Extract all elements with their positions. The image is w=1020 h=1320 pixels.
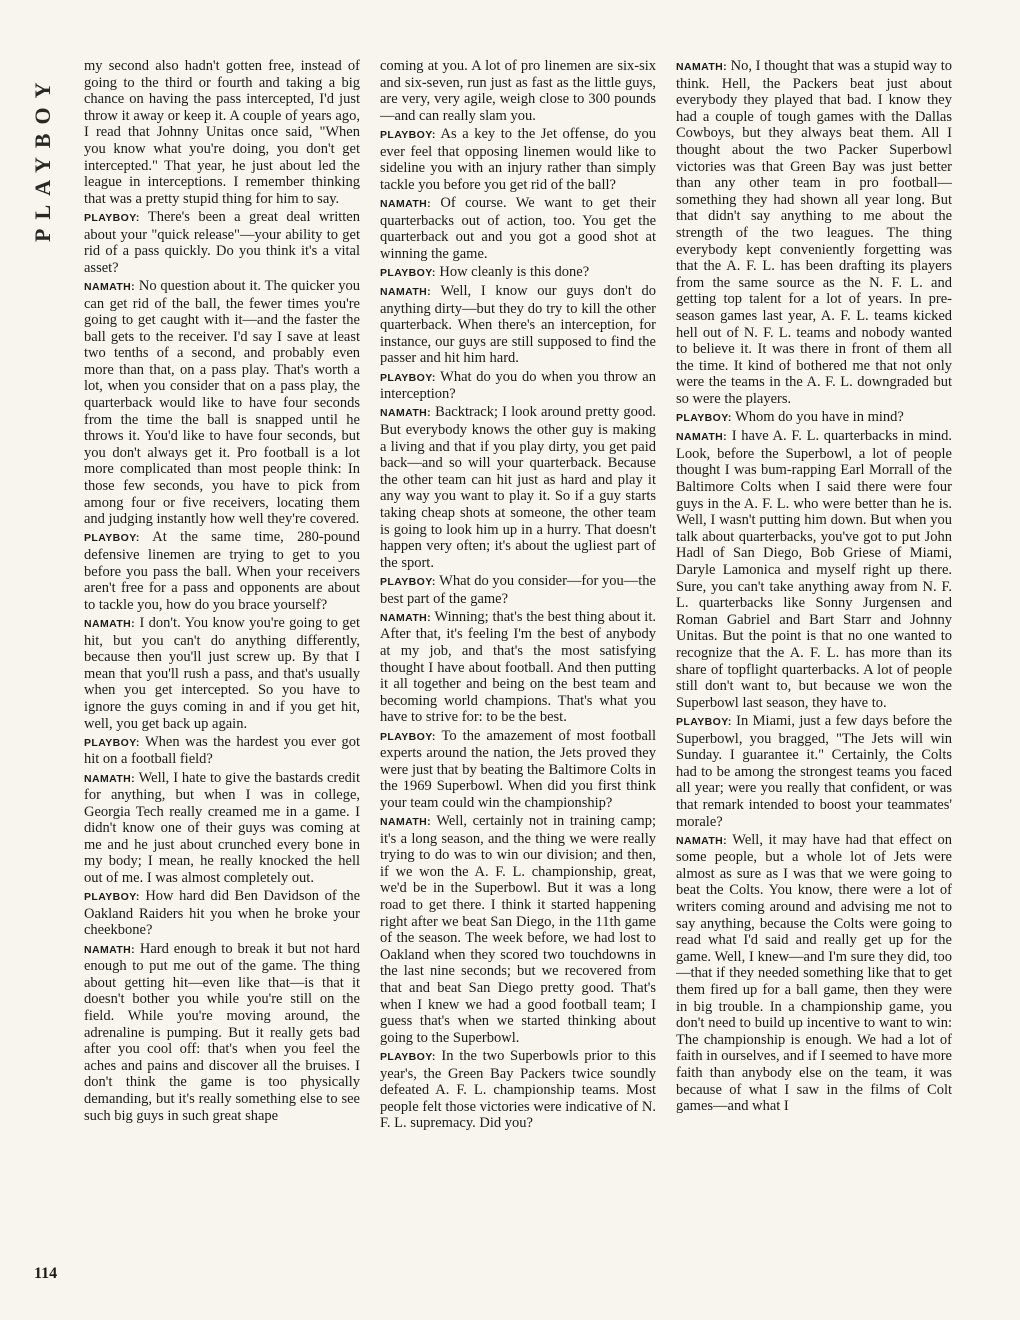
paragraph-text: Well, I know our guys don't do anything dirty—but they do try to kill the other quarterback. When there's an interception, for instance, our guys are still supposed to find the passer and hit him hard. (380, 283, 656, 367)
answer-paragraph (84, 941, 360, 1125)
answer-paragraph (84, 615, 360, 732)
answer-paragraph (84, 278, 360, 528)
paragraph-text: Well, certainly not in training camp; it's a long season, and the thing we were really trying to do was to win our division; and then, if we won the A. F. L. championship, great, we'd be in the Superbowl. But it was a long road to get there. I think it started happening right after we beat San Diego, in the 11th game of the season. The week before, we had lost to Oakland when they scored two touchdowns in the last nine seconds; but we recovered from that and beat San Diego pretty good. That's when I knew we had a good football team; I guess that's when we started thinking about going to the Superbowl. (380, 813, 656, 1046)
paragraph-text: coming at you. A lot of pro linemen are six-six and six-seven, run just as fast as the little guys, are very, very agile, weigh close to 300 pounds—and can really slam you. (380, 58, 656, 124)
paragraph-text: Of course. We want to get their quarterbacks out of action, too. You get the quarterback out and you got a good shot at winning the game. (380, 194, 656, 262)
paragraph-text: To the amazement of most football experts around the nation, the Jets proved they were just that by beating the Baltimore Colts in the 1969 Superbowl. When did you first think your team could win the championship? (380, 727, 656, 811)
paragraph-text: As a key to the Jet offense, do you ever feel that opposing linemen would like to sideline you with an injury rather than simply tackle you before you get rid of the ball? (380, 125, 656, 193)
speaker-label: NAMATH: (84, 617, 136, 630)
column-1 (84, 58, 360, 1290)
paragraph-text: Well, I hate to give the bastards credit for anything, but when I was in college, Georgia Tech really creamed me in a game. I didn't know one of their guys was coming at me and he just about crunched every bone in my body; I mean, he really knocked the hell out of me. I was almost completely out. (84, 769, 360, 887)
question-paragraph (84, 734, 360, 768)
paragraph-text: Whom do you have in mind? (735, 409, 904, 426)
answer-paragraph (380, 813, 656, 1046)
paragraph-text: I have A. F. L. quarterbacks in mind. Look, before the Superbowl, a lot of people thought I was bum-rapping Earl Morrall of the Baltimore Colts when I said there were four guys in the A. F. L. who were better than he is. Well, I wasn't putting him down. But when you talk about quarterbacks, you've got to put John Hadl of San Diego, Bob Griese of Miami, Daryle Lamonica and myself right up there. Sure, you can't take anything away from N. F. L. quarterbacks like Sonny Jurgensen and Roman Gabriel and Bart Starr and Johnny Unitas. But the point is that no one wanted to recognize that the A. F. L. has more than its share of topflight quarterbacks. A lot of people still don't want to, but because we won the Superbowl last season, they have to. (676, 428, 952, 711)
speaker-label: PLAYBOY: (380, 730, 436, 743)
speaker-label: NAMATH: (84, 943, 136, 956)
masthead-title: PLAYBOY (30, 73, 55, 242)
question-paragraph (380, 126, 656, 193)
continued-paragraph (380, 58, 656, 124)
paragraph-text: How cleanly is this done? (439, 263, 590, 280)
speaker-label: NAMATH: (380, 816, 432, 829)
paragraph-text: I don't. You know you're going to get hit, but you can't do anything differently, because then you'll just screw up. By that I mean that you'll rush a pass, and that's usually when you get intercepted. So you have to ignore the guys coming in and if you get hit, well, you get back up again. (84, 614, 360, 732)
speaker-label: NAMATH: (380, 611, 432, 624)
question-paragraph (84, 888, 360, 939)
speaker-label: NAMATH: (676, 61, 728, 73)
paragraph-text: Hard enough to break it but not hard enough to put me out of the game. The thing about getting hit—even like that—is that it doesn't bother you while you're still on the field. While you're moving around, the adrenaline is pumping. But it really gets bad after you cool off: that's when you feel the aches and pains and discover all the bruises. I don't think the game is too physically demanding, but it's really something else to see such big guys in such great shape (84, 940, 360, 1124)
paragraph-text: my second also hadn't gotten free, instead of going to the third or fourth and taking a big chance on having the pass intercepted, I'd just throw it away or keep it. A couple of years ago, I read that Johnny Unitas once said, "When you know what you're doing, you don't get intercepted." That year, he just about led the league in interceptions. I remember thinking that was a pretty stupid thing for him to say. (84, 58, 360, 207)
speaker-label: PLAYBOY: (380, 266, 436, 279)
answer-paragraph (676, 832, 952, 1115)
speaker-label: NAMATH: (84, 772, 136, 785)
answer-paragraph (380, 283, 656, 367)
question-paragraph (380, 728, 656, 812)
question-paragraph (380, 573, 656, 607)
answer-paragraph (676, 428, 952, 711)
paragraph-text: At the same time, 280-pound defensive linemen are trying to get to you before you pass the ball. When your receivers aren't free for a pass and opponents are about to tackle you, how do you brace yourself? (84, 529, 360, 613)
paragraph-text: No, I thought that was a stupid way to think. Hell, the Packers beat just about everybody they played that bad. I know they had a couple of tough games with the Dallas Cowboys, but they always beat them. All I thought about the two Packer Superbowl victories was that Green Bay was just better than any other team in pro football—something they had shown all year long. But that didn't say anything to me about the strength of the two leagues. The thing everybody kept conveniently forgetting was that the A. F. L. has been drafting its players from the same source as the N. F. L. and getting top talent for a lot of years. In pre-season games last year, A. F. L. teams kicked hell out of N. F. L. teams and nobody wanted to believe it. It was there in front of them all the time. It kind of bothered me that not only were the teams in the A. F. L. downgraded but so were the players. (676, 58, 952, 407)
paragraph-text: Winning; that's the best thing about it. After that, it's feeling I'm the best of anybody at my job, and that's the most satisfying thought I have about football. And then putting it all together and being on the best team and becoming world champions. That's what you have to strive for: to be the best. (380, 608, 656, 726)
question-paragraph (676, 409, 952, 427)
question-paragraph (84, 209, 360, 276)
answer-paragraph (380, 609, 656, 726)
paragraph-text: Backtrack; I look around pretty good. But everybody knows the other guy is making a living and that if you play dirty, you get paid back—and so will your quarterback. Because the other team can hit just as hard and play it any way you want to play it. So if a guy starts taking cheap shots at someone, the other team is going to look him up in a hurry. That doesn't happen very often; it's about the ugliest part of the sport. (380, 404, 656, 571)
speaker-label: PLAYBOY: (84, 891, 140, 904)
question-paragraph (380, 264, 656, 282)
speaker-label: PLAYBOY: (676, 412, 732, 425)
question-paragraph (676, 713, 952, 830)
paragraph-text: In the two Superbowls prior to this year's, the Green Bay Packers twice soundly defeated A. F. L. championship teams. Most people felt those victories were indicative of N. F. L. supremacy. Did you? (380, 1047, 656, 1132)
paragraph-text: When was the hardest you ever got hit on a football field? (84, 733, 360, 768)
answer-paragraph (380, 404, 656, 571)
paragraph-text: How hard did Ben Davidson of the Oakland Raiders hit you when he broke your cheekbone? (84, 888, 360, 939)
masthead (28, 50, 56, 250)
speaker-label: PLAYBOY: (676, 715, 732, 728)
speaker-label: PLAYBOY: (380, 1050, 436, 1063)
speaker-label: PLAYBOY: (380, 128, 436, 141)
speaker-label: PLAYBOY: (380, 575, 436, 588)
speaker-label: NAMATH: (676, 431, 728, 444)
paragraph-text: No question about it. The quicker you can get rid of the ball, the fewer times you're going to get caught with it—and the faster the ball gets to the receiver. I'd say I save at least two tenths of a second, and probably even more than that, on a pass play. That's worth a lot, when you consider that on a pass play, the quarterback would like to have four seconds from the time the ball is snapped until he throws it. You'd like to have four seconds, but you don't always get it. Pro football is a lot more complicated than most people think: In those few seconds, you have to pick from among four or five receivers, locating them and judging instantly how well they're covered. (84, 277, 360, 528)
paragraph-text: There's been a great deal written about your "quick release"—your ability to get rid of a pass quickly. Do you think it's a vital asset? (84, 208, 360, 276)
answer-paragraph (84, 770, 360, 887)
speaker-label: NAMATH: (380, 286, 432, 299)
question-paragraph (84, 529, 360, 613)
continued-paragraph (84, 58, 360, 207)
speaker-label: PLAYBOY: (84, 736, 140, 749)
speaker-label: NAMATH: (84, 280, 136, 293)
speaker-label: NAMATH: (380, 197, 432, 210)
paragraph-text: In Miami, just a few days before the Superbowl, you bragged, "The Jets will win Sunday. I guarantee it." Certainly, the Colts had to be among the strongest teams you faced all year; were you really that confident, or was that remark intended to boost your teammates' morale? (676, 712, 952, 830)
speaker-label: PLAYBOY: (84, 211, 140, 224)
page-number: 114 (34, 1265, 58, 1282)
answer-paragraph (380, 195, 656, 262)
speaker-label: PLAYBOY: (84, 532, 140, 545)
speaker-label: NAMATH: (380, 407, 432, 420)
question-paragraph (380, 1048, 656, 1132)
answer-paragraph (676, 58, 952, 407)
paragraph-text: Well, it may have had that effect on some people, but a whole lot of Jets were almost as sure as I was that we were going to beat the Colts. You know, there were a lot of writers coming around and advising me not to say anything, because the Colts were going to read what I'd said and really get up for the game. Well, I knew—and I'm sure they did, too—that if they needed something like that to get them fired up for a ball game, then they were in big trouble. In a championship game, you don't need to build up incentive to want to win: The championship is enough. We had a lot of faith in ourselves, and if I seemed to have more faith than anybody else on the team, it was because of what I saw in the films of Colt games—and what I (676, 831, 952, 1115)
speaker-label: PLAYBOY: (380, 371, 436, 384)
paragraph-text: What do you consider—for you—the best part of the game? (380, 572, 656, 607)
column-2 (380, 58, 656, 1290)
question-paragraph (380, 369, 656, 403)
paragraph-text: What do you do when you throw an interception? (380, 368, 656, 403)
speaker-label: NAMATH: (676, 834, 728, 847)
column-3 (676, 58, 952, 1290)
